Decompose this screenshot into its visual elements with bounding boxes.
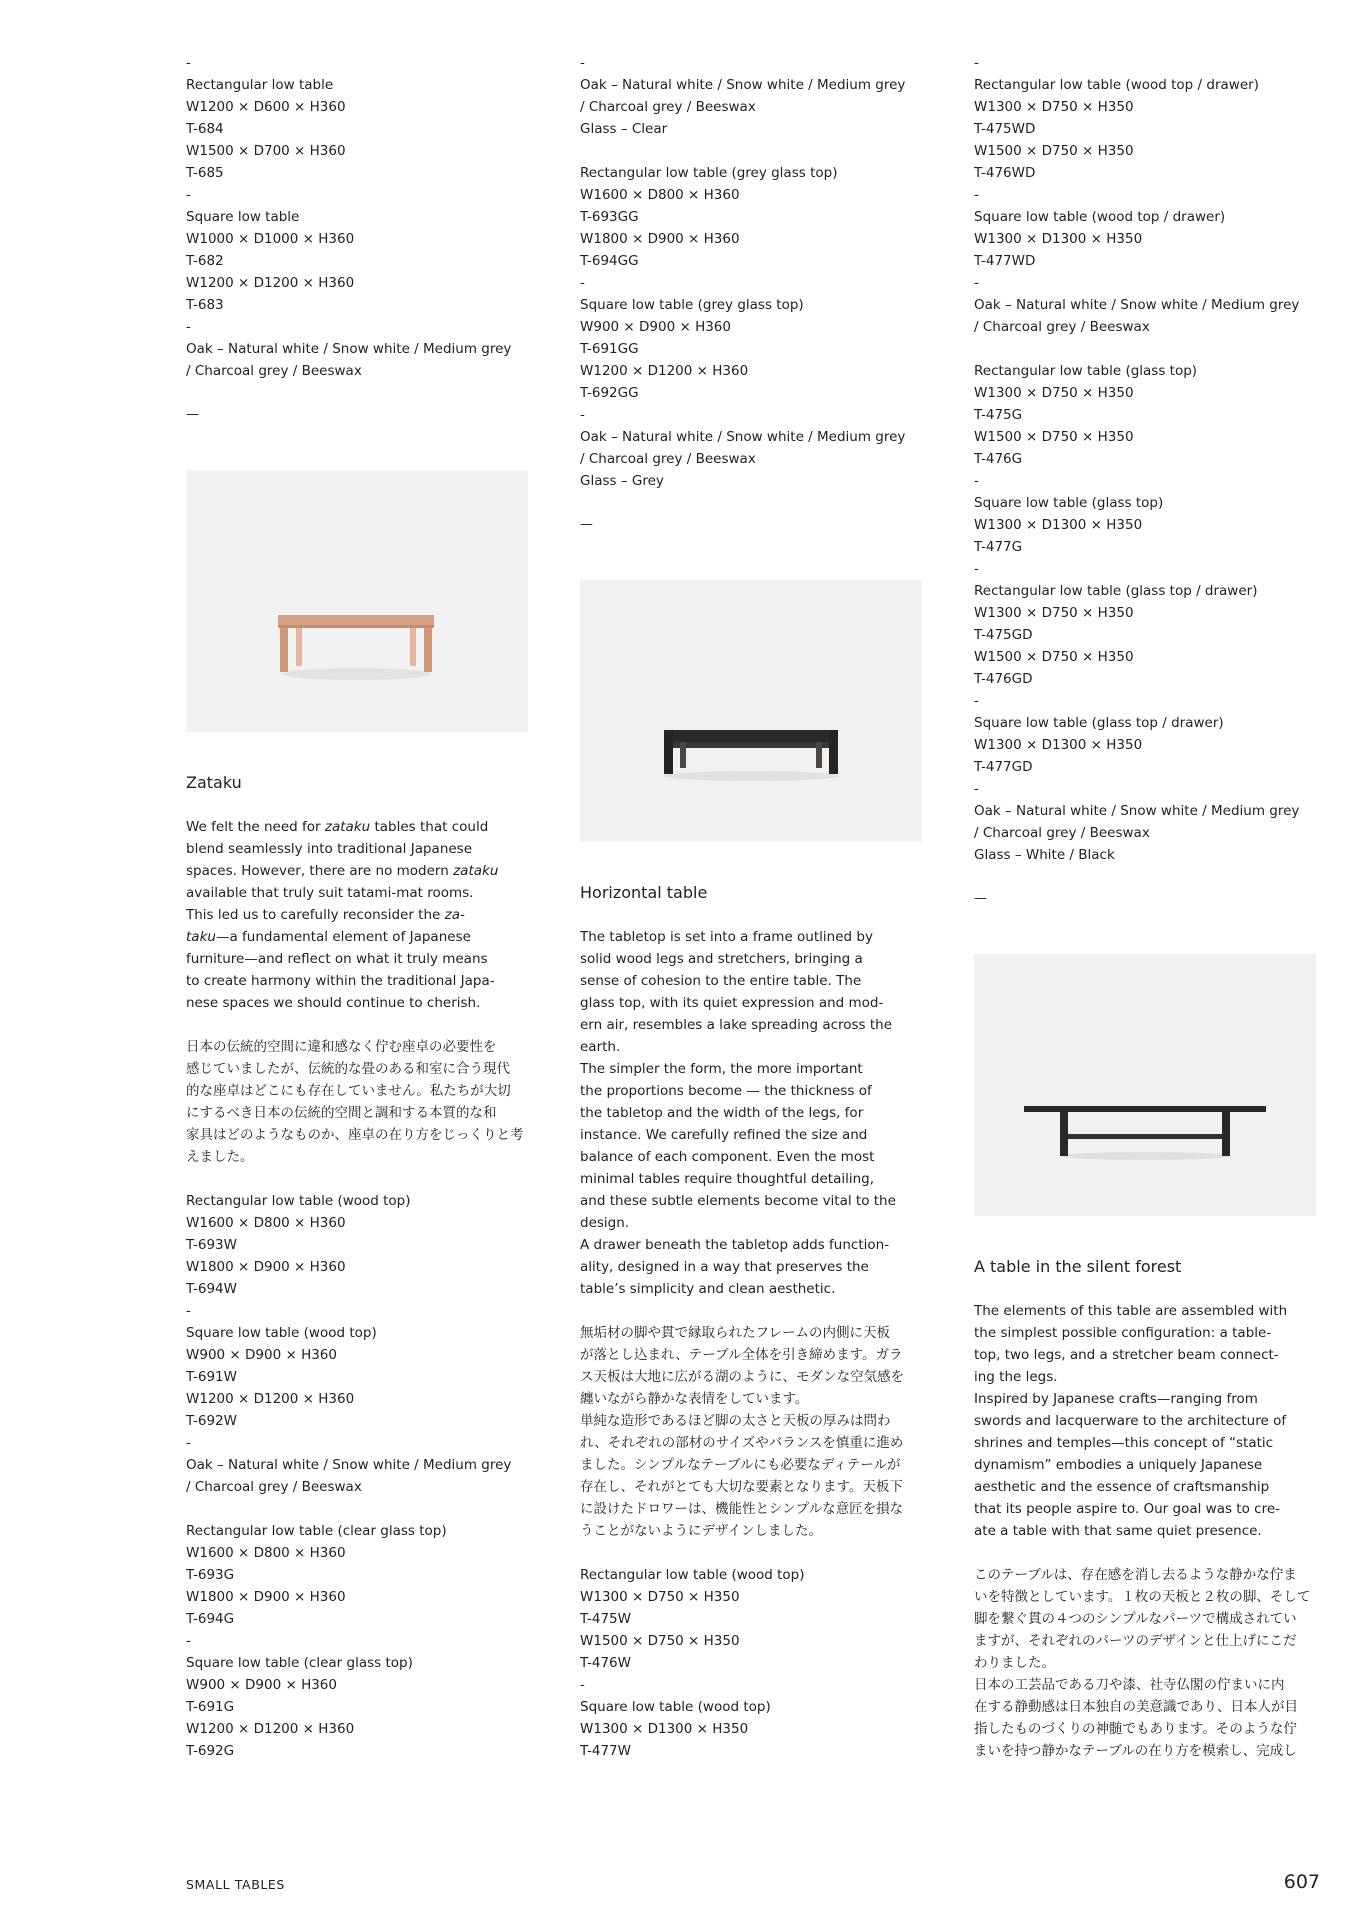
text-line: W1800 × D900 × H360 [186, 1589, 346, 1605]
text-line: ing the legs. [974, 1369, 1058, 1385]
italic-term: zataku [453, 863, 499, 879]
text-line: W1500 × D750 × H350 [974, 429, 1134, 445]
text-line: that its people aspire to. Our goal was to cre- [974, 1501, 1281, 1517]
text-line: the proportions become — the thickness of [580, 1083, 872, 1099]
text-line: Glass – Grey [580, 473, 664, 489]
column-silent-forest-table [974, 52, 1316, 1762]
text-line: が落とし込まれ、テーブル全体を引き締めます。ガラ [580, 1347, 903, 1363]
text-line: T-475GD [974, 627, 1033, 643]
text-line: W1200 × D1200 × H360 [186, 1721, 355, 1737]
text-line: 在する静動感は日本独自の美意識であり、日本人が目 [974, 1699, 1298, 1715]
text-line: にするべき日本の伝統的空間と調和する本質的な和 [186, 1105, 497, 1121]
text-line: れ、それぞれの部材のサイズやバランスを慎重に進め [580, 1435, 904, 1451]
text-line: / Charcoal grey / Beeswax [186, 1479, 362, 1495]
text-line: A drawer beneath the tabletop adds function- [580, 1237, 890, 1253]
text-line: W1300 × D1300 × H350 [974, 517, 1143, 533]
text-line [580, 140, 922, 162]
text-line: W1500 × D750 × H350 [974, 649, 1134, 665]
text-line: balance of each component. Even the most [580, 1149, 875, 1165]
text-line: W1300 × D1300 × H350 [974, 737, 1143, 753]
column-horizontal-table [580, 52, 922, 1762]
text-line: わりました。 [974, 1655, 1055, 1671]
text-line: - [974, 187, 979, 203]
text-line: - [186, 319, 191, 335]
text-line: 感じていましたが、伝統的な畳のある和室に合う現代 [186, 1061, 510, 1077]
text-line: Rectangular low table (wood top) [580, 1567, 805, 1583]
text-line: ますが、それぞれのパーツのデザインと仕上げにこだ [974, 1633, 1297, 1649]
text-line: - [580, 55, 585, 71]
text-line: W1800 × D900 × H360 [580, 231, 740, 247]
text-line: Inspired by Japanese crafts—ranging from [974, 1391, 1258, 1407]
text-line: W900 × D900 × H360 [186, 1677, 337, 1693]
text-line: W1600 × D800 × H360 [186, 1545, 346, 1561]
description-en [186, 816, 528, 1014]
italic-term: zataku [324, 819, 371, 835]
text-line: T-691W [186, 1369, 237, 1385]
text-line: - [186, 1303, 191, 1319]
italic-term: za- [444, 907, 465, 923]
text-line: えました。 [186, 1149, 254, 1165]
text-line: Square low table (glass top) [974, 495, 1164, 511]
text-line: T-692GG [580, 385, 639, 401]
text-line: - [974, 561, 979, 577]
text-line: Oak – Natural white / Snow white / Medium grey [974, 803, 1300, 819]
text-line: T-692W [186, 1413, 237, 1429]
text-line: Rectangular low table (wood top) [186, 1193, 411, 1209]
text-line: W1200 × D1200 × H360 [186, 1391, 355, 1407]
text-line: W1300 × D750 × H350 [974, 99, 1134, 115]
spec-list-top [974, 52, 1316, 866]
text-line: T-477GD [974, 759, 1033, 775]
text-line: Rectangular low table (grey glass top) [580, 165, 838, 181]
text-line: 無垢材の脚や貫で縁取られたフレームの内側に天板 [580, 1325, 890, 1341]
text-line: T-694GG [580, 253, 639, 269]
text-line: - [974, 473, 979, 489]
text-line: いを特徴としています。１枚の天板と２枚の脚、そして [974, 1589, 1311, 1605]
text-line: Rectangular low table (glass top / drawer) [974, 583, 1258, 599]
page-number: 607 [1283, 1871, 1320, 1893]
spec-list-bottom [580, 1564, 922, 1762]
text-segment: to create harmony within the traditional Japa- [186, 973, 495, 989]
text-line: aesthetic and the essence of craftsmanship [974, 1479, 1270, 1495]
text-line: - [186, 1435, 191, 1451]
text-line: - [186, 187, 191, 203]
description-en [580, 926, 922, 1300]
text-line: glass top, with its quiet expression and mod- [580, 995, 884, 1011]
text-line: T-477W [580, 1743, 631, 1759]
text-line: - [974, 275, 979, 291]
text-line: T-694G [186, 1611, 235, 1627]
text-line: Rectangular low table (wood top / drawer) [974, 77, 1259, 93]
text-line [186, 948, 528, 970]
text-line: top, two legs, and a stretcher beam connect- [974, 1347, 1279, 1363]
text-line: W1300 × D1300 × H350 [580, 1721, 749, 1737]
text-line: T-476W [580, 1655, 631, 1671]
text-line: W1800 × D900 × H360 [186, 1259, 346, 1275]
text-line: Rectangular low table [186, 77, 334, 93]
text-line: / Charcoal grey / Beeswax [580, 99, 756, 115]
text-line: このテーブルは、存在感を消し去るような静かな佇ま [974, 1567, 1297, 1583]
text-line: dynamism” embodies a uniquely Japanese [974, 1457, 1263, 1473]
text-line: Oak – Natural white / Snow white / Medium grey [580, 429, 906, 445]
text-line: Oak – Natural white / Snow white / Medium grey [186, 341, 512, 357]
text-line: sense of cohesion to the entire table. The [580, 973, 862, 989]
text-line: T-477WD [974, 253, 1036, 269]
text-line: T-477G [974, 539, 1023, 555]
text-line: T-691G [186, 1699, 235, 1715]
text-line: earth. [580, 1039, 621, 1055]
text-line: W1300 × D1300 × H350 [974, 231, 1143, 247]
text-line: minimal tables require thoughtful detailing, [580, 1171, 875, 1187]
text-line: Square low table [186, 209, 300, 225]
spec-list-top [580, 52, 922, 492]
text-line: - [580, 275, 585, 291]
text-line: / Charcoal grey / Beeswax [186, 363, 362, 379]
text-line: W1600 × D800 × H360 [580, 187, 740, 203]
product-title: Horizontal table [580, 883, 708, 902]
text-line: 存在し、それがとても大切な要素となります。天板下 [580, 1479, 903, 1495]
text-segment: spaces. However, there are no modern [186, 863, 454, 879]
text-line: T-475WD [974, 121, 1036, 137]
text-line: T-691GG [580, 341, 639, 357]
text-line: ate a table with that same quiet presence. [974, 1523, 1262, 1539]
spec-list-top [186, 52, 528, 382]
spec-list-bottom [186, 1190, 528, 1762]
text-line: instance. We carefully refined the size and [580, 1127, 868, 1143]
text-line: The simpler the form, the more important [580, 1061, 863, 1077]
text-segment: blend seamlessly into traditional Japanese [186, 841, 473, 857]
section-separator: — [186, 407, 199, 422]
text-segment: tables that could [370, 819, 489, 835]
section-separator: — [974, 891, 987, 906]
text-line: The tabletop is set into a frame outlined by [580, 929, 873, 945]
text-line: T-693W [186, 1237, 237, 1253]
text-line [186, 882, 528, 904]
text-segment: We felt the need for [186, 819, 325, 835]
text-line: W1500 × D700 × H360 [186, 143, 346, 159]
text-line: - [580, 407, 585, 423]
text-line: / Charcoal grey / Beeswax [974, 825, 1150, 841]
product-photo-horizontal-table [580, 580, 922, 842]
text-line: / Charcoal grey / Beeswax [974, 319, 1150, 335]
text-line: / Charcoal grey / Beeswax [580, 451, 756, 467]
text-line: The elements of this table are assembled with [974, 1303, 1288, 1319]
text-segment: available that truly suit tatami-mat rooms. [186, 885, 474, 901]
description-jp [580, 1322, 922, 1542]
text-line: shrines and temples—this concept of “static [974, 1435, 1274, 1451]
text-line: T-476GD [974, 671, 1033, 687]
text-line: W1000 × D1000 × H360 [186, 231, 355, 247]
text-line: W1500 × D750 × H350 [580, 1633, 740, 1649]
text-line: Glass – Clear [580, 121, 668, 137]
text-line: T-685 [186, 165, 224, 181]
text-line: 日本の工芸品である刀や漆、社寺仏閣の佇まいに内 [974, 1677, 1285, 1693]
text-line: T-684 [186, 121, 224, 137]
text-line: T-693G [186, 1567, 235, 1583]
text-line: T-476G [974, 451, 1023, 467]
text-line: T-693GG [580, 209, 639, 225]
text-line: T-682 [186, 253, 224, 269]
text-segment: furniture—and reflect on what it truly means [186, 951, 488, 967]
text-line: W1300 × D750 × H350 [974, 605, 1134, 621]
zataku-table-image [186, 470, 528, 732]
text-line: Square low table (wood top / drawer) [974, 209, 1226, 225]
text-line: 単純な造形であるほど脚の太さと天板の厚みは問わ [580, 1413, 891, 1429]
text-line: solid wood legs and stretchers, bringing a [580, 951, 863, 967]
text-line: Oak – Natural white / Snow white / Medium grey [186, 1457, 512, 1473]
text-segment: This led us to carefully reconsider the [186, 907, 445, 923]
text-line: Oak – Natural white / Snow white / Medium grey [974, 297, 1300, 313]
horizontal-table-image [580, 580, 922, 842]
text-line: 日本の伝統的空間に違和感なく佇む座卓の必要性を [186, 1039, 497, 1055]
product-photo-silent-forest [974, 954, 1316, 1216]
text-line: Square low table (wood top) [186, 1325, 377, 1341]
text-line: Square low table (clear glass top) [186, 1655, 413, 1671]
description-jp [974, 1564, 1316, 1762]
text-line: Rectangular low table (glass top) [974, 363, 1198, 379]
text-line: table’s simplicity and clean aesthetic. [580, 1281, 836, 1297]
text-line [186, 838, 528, 860]
text-line: - [186, 1633, 191, 1649]
text-line: 脚を繋ぐ貫の４つのシンプルなパーツで構成されてい [974, 1611, 1297, 1627]
text-line: W900 × D900 × H360 [580, 319, 731, 335]
text-line: Square low table (glass top / drawer) [974, 715, 1224, 731]
text-line [186, 860, 528, 882]
text-line [186, 816, 528, 838]
text-segment: —a fundamental element of Japanese [215, 929, 471, 945]
product-title: A table in the silent forest [974, 1257, 1182, 1276]
text-line: W1200 × D600 × H360 [186, 99, 346, 115]
text-line: and these subtle elements become vital to the [580, 1193, 896, 1209]
product-photo-zataku [186, 470, 528, 732]
text-line: W1300 × D750 × H350 [580, 1589, 740, 1605]
text-line: 家具はどのようなものか、座卓の在り方をじっくりと考 [186, 1127, 524, 1143]
text-line: W1200 × D1200 × H360 [580, 363, 749, 379]
text-line: T-692G [186, 1743, 235, 1759]
text-line [186, 1498, 528, 1520]
text-line: - [974, 693, 979, 709]
text-line: に設けたドロワーは、機能性とシンプルな意匠を損な [580, 1501, 904, 1517]
text-line: W1200 × D1200 × H360 [186, 275, 355, 291]
text-line: W1500 × D750 × H350 [974, 143, 1134, 159]
silent-forest-table-image [974, 954, 1316, 1216]
italic-term: taku [186, 929, 216, 945]
text-line: まいを持つ静かなテーブルの在り方を模索し、完成し [974, 1743, 1297, 1759]
text-line: T-475G [974, 407, 1023, 423]
text-line: Rectangular low table (clear glass top) [186, 1523, 447, 1539]
text-line: うことがないようにデザインしました。 [580, 1523, 823, 1539]
text-line: 的な座卓はどこにも存在していません。私たちが大切 [186, 1083, 511, 1099]
column-zataku [186, 52, 528, 1762]
text-line: - [974, 781, 979, 797]
text-line: swords and lacquerware to the architecture of [974, 1413, 1287, 1429]
description-en [974, 1300, 1316, 1542]
text-line: - [974, 55, 979, 71]
text-line: 指したものづくりの神髄でもあります。そのような佇 [974, 1721, 1297, 1737]
text-line: ality, designed in a way that preserves the [580, 1259, 869, 1275]
text-line: Square low table (wood top) [580, 1699, 771, 1715]
text-line: Glass – White / Black [974, 847, 1115, 863]
product-title: Zataku [186, 773, 242, 792]
text-line: ス天板は大地に広がる湖のように、モダンな空気感を [580, 1369, 905, 1385]
text-line: the tabletop and the width of the legs, for [580, 1105, 864, 1121]
text-line: ました。シンプルなテーブルにも必要なディテールが [580, 1457, 901, 1473]
text-line: 纏いながら静かな表情をしています。 [580, 1391, 809, 1407]
text-line: - [186, 55, 191, 71]
text-line: design. [580, 1215, 630, 1231]
text-line: T-476WD [974, 165, 1036, 181]
text-segment: nese spaces we should continue to cherish. [186, 995, 481, 1011]
section-name: SMALL TABLES [186, 1877, 285, 1892]
text-line [186, 926, 528, 948]
text-line: the simplest possible configuration: a table- [974, 1325, 1272, 1341]
text-line: T-694W [186, 1281, 237, 1297]
text-line: W900 × D900 × H360 [186, 1347, 337, 1363]
text-line [974, 338, 1316, 360]
text-line [186, 970, 528, 992]
description-jp [186, 1036, 528, 1168]
text-line [186, 904, 528, 926]
text-line: W1600 × D800 × H360 [186, 1215, 346, 1231]
text-line: Square low table (grey glass top) [580, 297, 804, 313]
text-line: T-683 [186, 297, 224, 313]
text-line: Oak – Natural white / Snow white / Medium grey [580, 77, 906, 93]
text-line [186, 992, 528, 1014]
text-line: W1300 × D750 × H350 [974, 385, 1134, 401]
text-line: - [580, 1677, 585, 1693]
text-line: ern air, resembles a lake spreading across the [580, 1017, 893, 1033]
section-separator: — [580, 517, 593, 532]
text-line: T-475W [580, 1611, 631, 1627]
